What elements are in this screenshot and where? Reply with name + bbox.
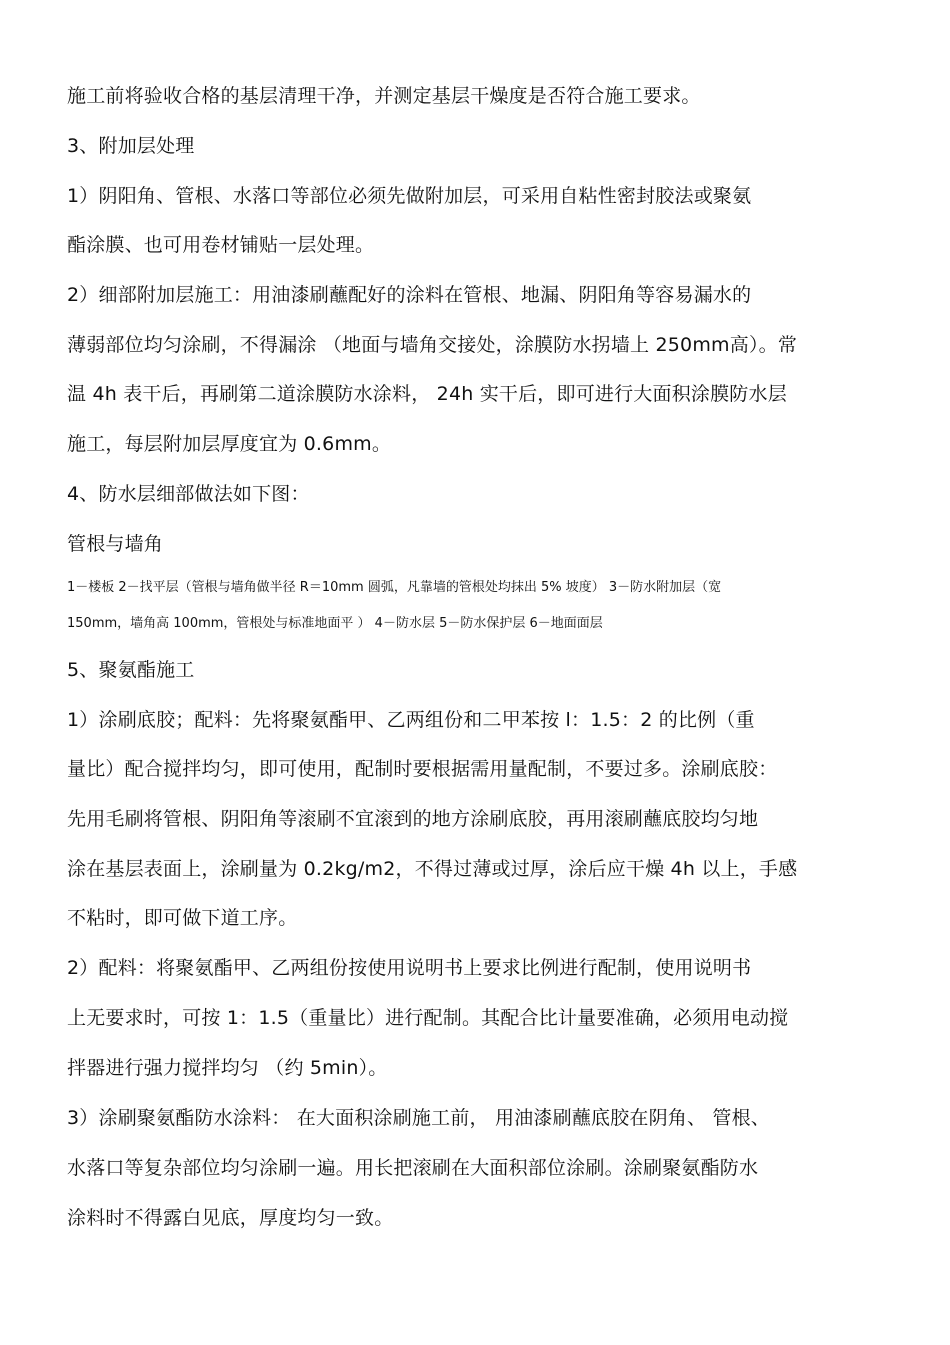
section-heading: 5、聚氨酯施工 bbox=[67, 659, 195, 681]
paragraph-line: 施工前将验收合格的基层清理干净，并测定基层干燥度是否符合施工要求。 bbox=[67, 85, 701, 107]
paragraph-line: 施工，每层附加层厚度宜为 0.6mm。 bbox=[67, 433, 392, 455]
paragraph-line: 1）涂刷底胶；配料：先将聚氨酯甲、乙两组份和二甲苯按 l：1.5：2 的比例（重 bbox=[67, 709, 755, 731]
paragraph-line: 不粘时，即可做下道工序。 bbox=[67, 907, 298, 929]
paragraph-line: 薄弱部位均匀涂刷，不得漏涂 （地面与墙角交接处，涂膜防水拐墙上 250mm高）。常 bbox=[67, 334, 798, 356]
paragraph-line: 温 4h 表干后，再刷第二道涂膜防水涂料， 24h 实干后，即可进行大面积涂膜防水层 bbox=[67, 383, 787, 405]
paragraph-line: 拌器进行强力搅拌均匀 （约 5min）。 bbox=[67, 1057, 388, 1079]
paragraph-line: 3）涂刷聚氨酯防水涂料： 在大面积涂刷施工前， 用油漆刷蘸底胶在阴角、 管根、 bbox=[67, 1107, 771, 1129]
paragraph-line: 先用毛刷将管根、阴阳角等滚刷不宜滚到的地方涂刷底胶，再用滚刷蘸底胶均匀地 bbox=[67, 808, 759, 830]
paragraph-line: 2）细部附加层施工：用油漆刷蘸配好的涂料在管根、地漏、阴阳角等容易漏水的 bbox=[67, 284, 752, 306]
paragraph-line: 涂在基层表面上，涂刷量为 0.2kg/m2，不得过薄或过厚，涂后应干燥 4h 以上，手感 bbox=[67, 858, 798, 880]
paragraph-line: 上无要求时，可按 1：1.5（重量比）进行配制。其配合比计量要准确，必须用电动搅 bbox=[67, 1007, 789, 1029]
section-heading: 4、防水层细部做法如下图： bbox=[67, 483, 310, 505]
paragraph-line: 2）配料：将聚氨酯甲、乙两组份按使用说明书上要求比例进行配制，使用说明书 bbox=[67, 957, 752, 979]
paragraph-line: 酯涂膜、也可用卷材铺贴一层处理。 bbox=[67, 234, 375, 256]
section-heading: 3、附加层处理 bbox=[67, 135, 195, 157]
paragraph-line: 水落口等复杂部位均匀涂刷一遍。用长把滚刷在大面积部位涂刷。涂刷聚氨酯防水 bbox=[67, 1157, 759, 1179]
paragraph-line: 涂料时不得露白见底，厚度均匀一致。 bbox=[67, 1207, 394, 1229]
paragraph-line: 1）阴阳角、管根、水落口等部位必须先做附加层，可采用自粘性密封胶法或聚氨 bbox=[67, 185, 752, 207]
figure-legend-line: 1－楼板 2－找平层（管根与墙角做半径 R＝10mm 圆弧，凡靠墙的管根处均抹出 5% 坡度） 3－防水附加层（宽 bbox=[67, 580, 722, 595]
figure-caption: 管根与墙角 bbox=[67, 533, 164, 555]
paragraph-line: 量比）配合搅拌均匀，即可使用，配制时要根据需用量配制，不要过多。涂刷底胶： bbox=[67, 758, 778, 780]
figure-legend-line: 150mm，墙角高 100mm，管根处与标准地面平 ） 4－防水层 5－防水保护层 6－地面面层 bbox=[67, 616, 603, 631]
